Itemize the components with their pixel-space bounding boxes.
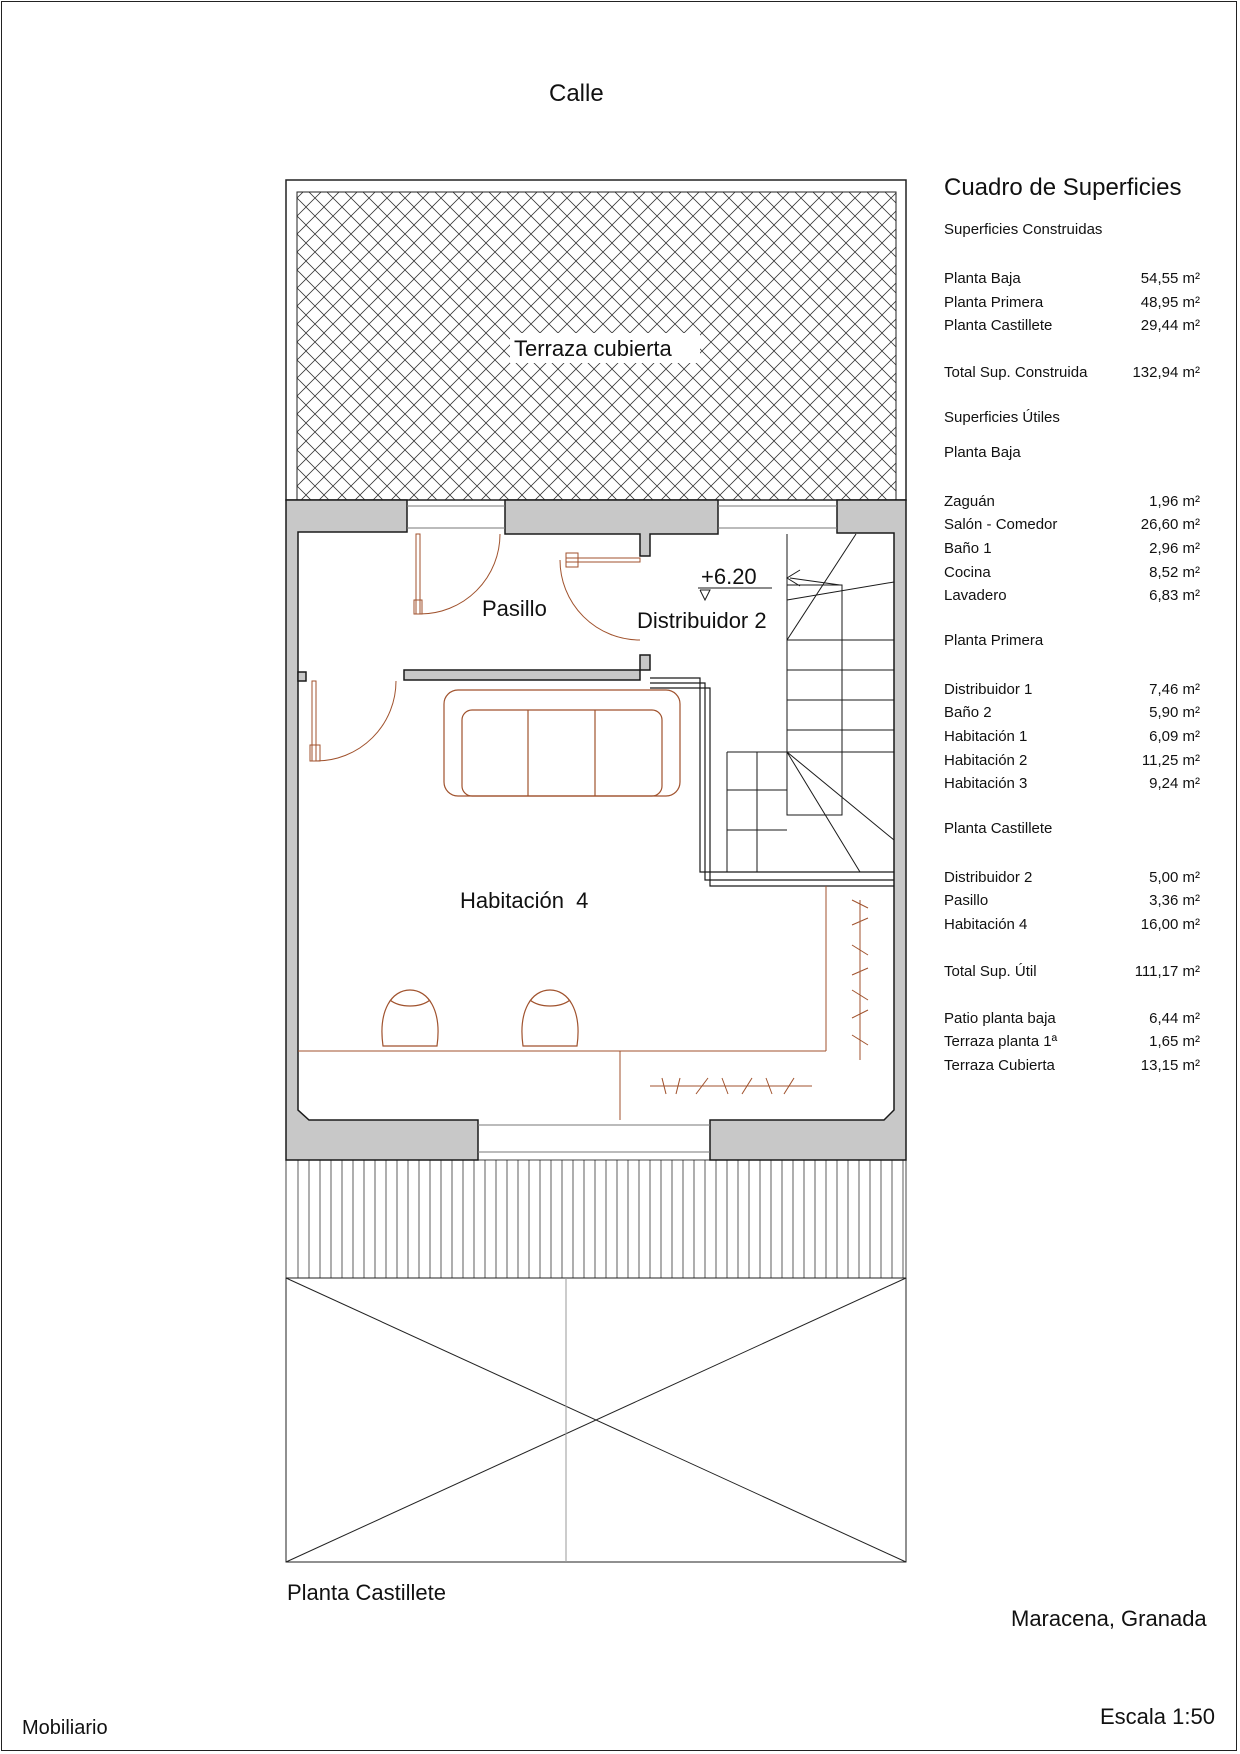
area-name: Planta Baja: [944, 270, 1021, 287]
area-name: Baño 1: [944, 539, 992, 557]
built-rows: [944, 267, 1200, 338]
area-name: Patio planta baja: [944, 1009, 1056, 1027]
area-value: 26,60 m²: [1140, 516, 1200, 534]
area-row: [944, 749, 1200, 773]
distributor-label: Distribuidor 2: [637, 608, 767, 633]
area-value: 2,96 m²: [1149, 539, 1200, 557]
roof-terrace-label: Terraza cubierta: [514, 336, 672, 361]
level-label: +6.20: [701, 564, 757, 589]
walls: [286, 500, 906, 1160]
area-value: 6,83 m²: [1149, 587, 1200, 605]
area-row: [944, 490, 1200, 514]
area-name: Habitación 3: [944, 775, 1028, 793]
area-value: 13,15 m²: [1140, 1056, 1200, 1074]
area-value: 11,25 m²: [1141, 751, 1200, 769]
useful-total: [944, 960, 1200, 984]
area-value: 8,52 m²: [1149, 563, 1200, 581]
stair-well: [650, 678, 894, 886]
area-row: [944, 561, 1200, 585]
area-name: Pasillo: [944, 892, 989, 910]
area-value: 5,00 m²: [1149, 868, 1200, 886]
area-value: 1,65 m²: [1149, 1033, 1200, 1051]
area-row: [944, 1007, 1200, 1031]
group-heading: Planta Castillete: [944, 819, 1053, 837]
area-value: 1,96 m²: [1149, 492, 1200, 510]
area-value: 6,09 m²: [1149, 727, 1200, 745]
built-total-name: Total Sup. Construida: [944, 363, 1088, 381]
area-name: Habitación 1: [944, 727, 1028, 745]
useful-total-name: Total Sup. Útil: [944, 962, 1037, 980]
area-row: [944, 866, 1200, 890]
built-heading: Superficies Construidas: [944, 221, 1103, 238]
area-name: Salón - Comedor: [944, 516, 1058, 534]
area-row: [944, 314, 1200, 338]
area-value: 7,46 m²: [1149, 680, 1200, 698]
area-name: Terraza planta 1ª: [944, 1033, 1058, 1051]
group-heading: Planta Baja: [944, 443, 1021, 461]
bedroom-label: Habitación 4: [460, 888, 589, 913]
scale-label: Escala 1:50: [1100, 1704, 1215, 1729]
area-row: [944, 513, 1200, 537]
built-in-furniture: [298, 886, 868, 1120]
area-name: Planta Primera: [944, 293, 1044, 311]
area-name: Distribuidor 1: [944, 680, 1033, 698]
sofa: [444, 690, 680, 796]
area-name: Distribuidor 2: [944, 868, 1033, 886]
location-label: Maracena, Granada: [1011, 1606, 1207, 1631]
area-value: 54,55 m²: [1140, 270, 1200, 287]
area-value: 29,44 m²: [1140, 317, 1200, 335]
area-name: Habitación 2: [944, 751, 1028, 769]
area-name: Baño 2: [944, 704, 992, 722]
areas-table: [944, 174, 1200, 1077]
useful-heading: Superficies Útiles: [944, 408, 1060, 426]
area-row: [944, 1030, 1200, 1054]
doors: [310, 534, 640, 761]
hall-label: Pasillo: [482, 596, 547, 621]
area-value: 9,24 m²: [1149, 775, 1200, 793]
areas-table-title: Cuadro de Superficies: [944, 174, 1182, 201]
area-name: Planta Castillete: [944, 317, 1053, 335]
area-value: 6,44 m²: [1149, 1009, 1200, 1027]
area-row: [944, 889, 1200, 913]
extra-rows: [944, 1007, 1200, 1078]
void-below: [286, 1278, 906, 1562]
street-label: Calle: [549, 80, 604, 107]
area-row: [944, 701, 1200, 725]
area-row: [944, 772, 1200, 796]
area-row: [944, 267, 1200, 291]
useful-total-value: 111,17 m²: [1134, 962, 1200, 980]
windows: [407, 506, 837, 1152]
area-value: 3,36 m²: [1149, 892, 1200, 910]
area-name: Lavadero: [944, 587, 1007, 605]
built-total-value: 132,94 m²: [1132, 363, 1200, 381]
area-row: [944, 913, 1200, 937]
lower-terrace-decking: [286, 1160, 906, 1278]
area-row: [944, 584, 1200, 608]
chairs: [382, 990, 578, 1046]
area-row: [944, 1054, 1200, 1078]
area-row: [944, 678, 1200, 702]
layer-label: Mobiliario: [22, 1717, 108, 1739]
area-name: Cocina: [944, 563, 991, 581]
area-name: Zaguán: [944, 492, 995, 510]
area-value: 48,95 m²: [1140, 293, 1200, 311]
area-row: [944, 537, 1200, 561]
area-name: Habitación 4: [944, 915, 1028, 933]
useful-groups: [944, 443, 1200, 960]
area-name: Terraza Cubierta: [944, 1056, 1055, 1074]
area-row: [944, 291, 1200, 315]
area-value: 5,90 m²: [1149, 704, 1200, 722]
area-row: [944, 725, 1200, 749]
built-total: [944, 361, 1200, 385]
group-heading: Planta Primera: [944, 631, 1044, 649]
area-value: 16,00 m²: [1140, 915, 1200, 933]
deck-boards: [298, 1160, 903, 1278]
plan-title: Planta Castillete: [287, 1580, 446, 1605]
